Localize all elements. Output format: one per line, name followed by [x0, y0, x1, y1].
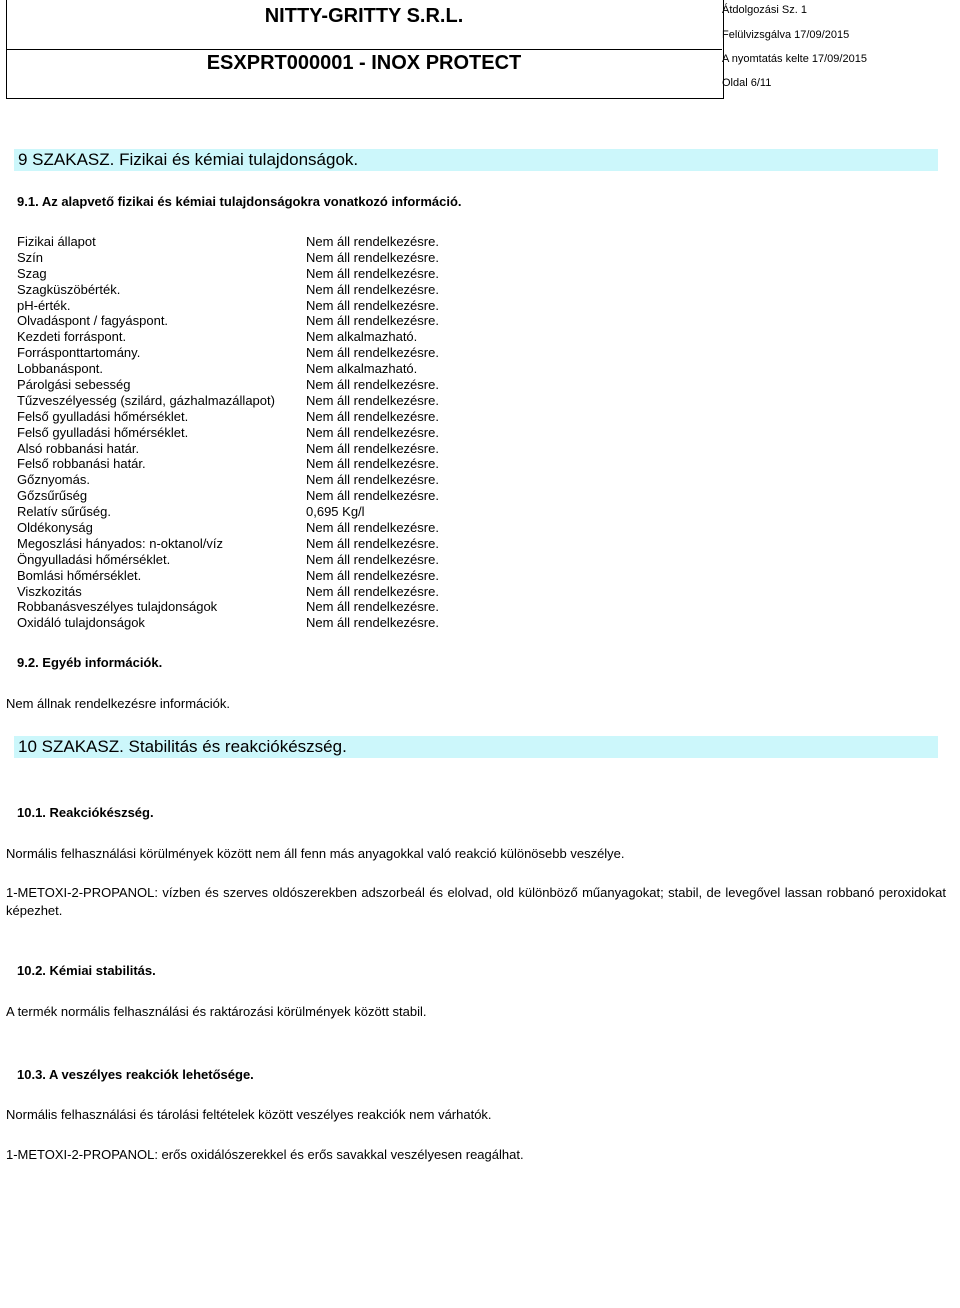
- property-row: [17, 584, 517, 600]
- page-number: Oldal 6/11: [722, 77, 772, 89]
- property-value: Nem áll rendelkezésre.: [306, 392, 439, 408]
- property-label: Oldékonyság: [17, 520, 93, 536]
- property-row: [17, 361, 517, 377]
- property-value: Nem áll rendelkezésre.: [306, 345, 439, 361]
- property-row: [17, 313, 517, 329]
- property-label: Tűzveszélyesség (szilárd, gázhalmazállapot): [17, 392, 275, 408]
- property-value: Nem áll rendelkezésre.: [306, 456, 439, 472]
- property-row: [17, 504, 517, 520]
- property-row: [17, 488, 517, 504]
- property-row: [17, 520, 517, 536]
- section-10-3-paragraph-2: 1-METOXI-2-PROPANOL: erős oxidálószerekkel és erős savakkal veszélyesen reagálhat.: [6, 1147, 524, 1162]
- property-row: [17, 393, 517, 409]
- property-value: Nem áll rendelkezésre.: [306, 472, 439, 488]
- property-value: Nem áll rendelkezésre.: [306, 408, 439, 424]
- review-date: Felülvizsgálva 17/09/2015: [722, 29, 850, 41]
- property-label: Viszkozitás: [17, 583, 82, 599]
- property-label: Gőzsűrűség: [17, 488, 88, 504]
- header-divider: [6, 49, 722, 50]
- property-value: Nem áll rendelkezésre.: [306, 297, 439, 313]
- property-value: Nem áll rendelkezésre.: [306, 535, 439, 551]
- property-value: Nem áll rendelkezésre.: [306, 424, 439, 440]
- property-value: Nem áll rendelkezésre.: [306, 488, 439, 504]
- property-label: Fizikai állapot: [17, 234, 96, 249]
- property-label: Felső gyulladási hőmérséklet.: [17, 408, 189, 424]
- property-row: [17, 568, 517, 584]
- property-row: [17, 536, 517, 552]
- revision-number: Átdolgozási Sz. 1: [722, 4, 807, 16]
- property-label: Olvadáspont / fagyáspont.: [17, 313, 169, 329]
- property-value: Nem áll rendelkezésre.: [306, 583, 439, 599]
- property-row: [17, 456, 517, 472]
- property-label: Relatív sűrűség.: [17, 504, 111, 520]
- property-label: Felső gyulladási hőmérséklet.: [17, 424, 189, 440]
- property-row: [17, 298, 517, 314]
- section-10-title: 10 SZAKASZ. Stabilitás és reakciókészség.: [14, 736, 938, 758]
- property-value: Nem áll rendelkezésre.: [306, 265, 439, 281]
- section-9-title: 9 SZAKASZ. Fizikai és kémiai tulajdonságok.: [14, 149, 938, 171]
- property-label: pH-érték.: [17, 297, 71, 313]
- property-row: [17, 409, 517, 425]
- property-value: Nem alkalmazható.: [306, 329, 418, 345]
- property-value: Nem áll rendelkezésre.: [306, 249, 439, 265]
- company-name: NITTY-GRITTY S.R.L.: [264, 5, 464, 27]
- property-row: [17, 345, 517, 361]
- property-label: Szag: [17, 265, 47, 281]
- property-label: Szagküszöbérték.: [17, 281, 121, 297]
- property-row: [17, 425, 517, 441]
- property-label: Forrásponttartomány.: [17, 345, 141, 361]
- property-label: Párolgási sebesség: [17, 377, 131, 393]
- property-value: Nem áll rendelkezésre.: [306, 281, 439, 297]
- property-value: Nem áll rendelkezésre.: [306, 551, 439, 567]
- property-value: Nem áll rendelkezésre.: [306, 599, 439, 615]
- property-value: Nem áll rendelkezésre.: [306, 520, 439, 536]
- property-row: [17, 599, 517, 615]
- property-row: [17, 250, 517, 266]
- property-row: [17, 615, 517, 631]
- property-row: [17, 234, 517, 250]
- property-value: Nem áll rendelkezésre.: [306, 313, 439, 329]
- property-label: Öngyulladási hőmérséklet.: [17, 551, 171, 567]
- section-9-2-heading: 9.2. Egyéb információk.: [17, 655, 163, 670]
- property-label: Oxidáló tulajdonságok: [17, 615, 145, 631]
- property-label: Gőznyomás.: [17, 472, 90, 488]
- property-value: Nem áll rendelkezésre.: [306, 234, 439, 249]
- section-10-1-heading: 10.1. Reakciókészség.: [17, 805, 154, 820]
- section-9-2-text: Nem állnak rendelkezésre információk.: [6, 696, 230, 711]
- property-label: Robbanásveszélyes tulajdonságok: [17, 599, 218, 615]
- property-row: [17, 377, 517, 393]
- section-10-3-heading: 10.3. A veszélyes reakciók lehetősége.: [17, 1067, 254, 1082]
- property-label: Kezdeti forráspont.: [17, 329, 127, 345]
- section-9-1-heading: 9.1. Az alapvető fizikai és kémiai tulajdonságokra vonatkozó információ.: [17, 194, 462, 209]
- property-value: Nem áll rendelkezésre.: [306, 440, 439, 456]
- section-10-1-paragraph-2: 1-METOXI-2-PROPANOL: vízben és szerves oldószerekben adszorbeál és elolvad, old különböző műanyagokat; stabil, de levegővel lassan robbanó peroxidokat képezhet.: [6, 885, 946, 918]
- property-label: Alsó robbanási határ.: [17, 440, 140, 456]
- property-row: [17, 441, 517, 457]
- property-label: Bomlási hőmérséklet.: [17, 567, 142, 583]
- properties-list: [17, 234, 517, 631]
- document-header: [6, 0, 952, 100]
- property-row: [17, 266, 517, 282]
- section-10-1-paragraph-1: Normális felhasználási körülmények között nem áll fenn más anyagokkal való reakció különösebb veszélye.: [6, 846, 625, 861]
- section-10-2-heading: 10.2. Kémiai stabilitás.: [17, 963, 156, 978]
- product-code: ESXPRT000001 - INOX PROTECT: [206, 52, 522, 74]
- property-label: Lobbanáspont.: [17, 361, 104, 377]
- property-value: Nem áll rendelkezésre.: [306, 377, 439, 393]
- property-row: [17, 472, 517, 488]
- property-label: Szín: [17, 249, 44, 265]
- property-row: [17, 329, 517, 345]
- property-value: Nem áll rendelkezésre.: [306, 567, 439, 583]
- section-10-2-paragraph: A termék normális felhasználási és raktározási körülmények között stabil.: [6, 1004, 427, 1019]
- property-value: Nem áll rendelkezésre.: [306, 615, 439, 631]
- property-value: Nem alkalmazható.: [306, 361, 418, 377]
- section-10-3-paragraph-1: Normális felhasználási és tárolási feltételek között veszélyes reakciók nem várhatók.: [6, 1107, 492, 1122]
- property-row: [17, 552, 517, 568]
- property-label: Felső robbanási határ.: [17, 456, 146, 472]
- print-date: A nyomtatás kelte 17/09/2015: [722, 53, 867, 65]
- property-row: [17, 282, 517, 298]
- property-value: 0,695 Kg/l: [306, 504, 365, 520]
- property-label: Megoszlási hányados: n-oktanol/víz: [17, 535, 223, 551]
